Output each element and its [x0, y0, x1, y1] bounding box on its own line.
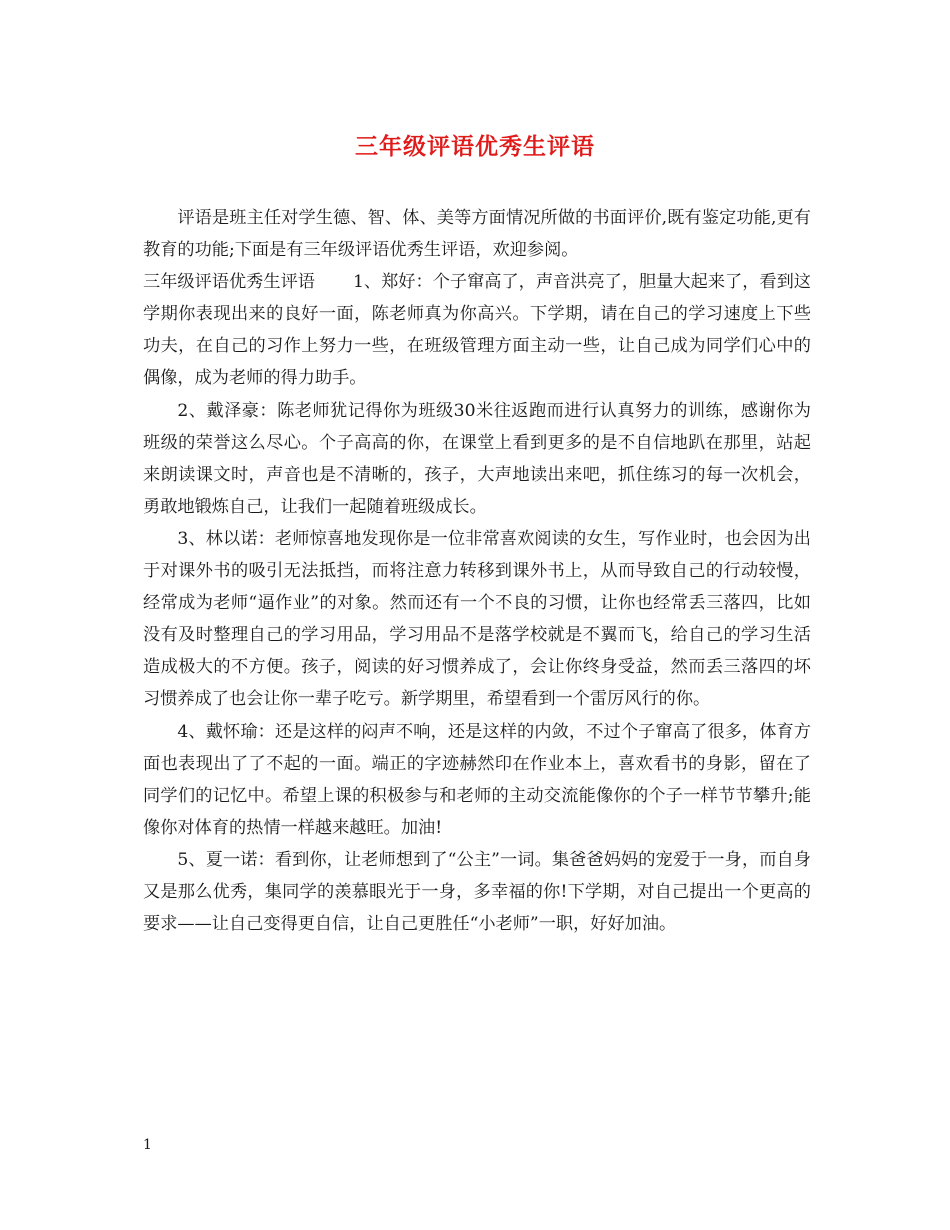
- comment-text-1: 1、郑好：个子窜高了，声音洪亮了，胆量大起来了，看到这学期你表现出来的良好一面，陈老师真为你高兴。下学期，请在自己的学习速度上下些功夫，在自己的习作上努力一些，在班级管理方面主动一些，让自己成为同学们心中的偶像，成为老师的得力助手。: [143, 272, 811, 389]
- comment-paragraph-1: [143, 266, 811, 394]
- intro-paragraph: 评语是班主任对学生德、智、体、美等方面情况所做的书面评价,既有鉴定功能,更有教育的功能;下面是有三年级评语优秀生评语，欢迎参阅。: [143, 208, 811, 261]
- comment-paragraph-2: 2、戴泽豪：陈老师犹记得你为班级30米往返跑而进行认真努力的训练，感谢你为班级的荣誉这么尽心。个子高高的你，在课堂上看到更多的是不自信地趴在那里，站起来朗读课文时，声音也是不清晰的，孩子，大声地读出来吧，抓住练习的每一次机会，勇敢地锻炼自己，让我们一起随着班级成长。: [143, 400, 811, 517]
- comment-paragraph-4: 4、戴怀瑜：还是这样的闷声不响，还是这样的内敛，不过个子窜高了很多，体育方面也表现出了了不起的一面。端正的字迹赫然印在作业本上，喜欢看书的身影，留在了同学们的记忆中。希望上课的积极参与和老师的主动交流能像你的个子一样节节攀升;能像你对体育的热情一样越来越旺。加油!: [143, 721, 811, 838]
- comment-paragraph-5: 5、夏一诺：看到你，让老师想到了“公主”一词。集爸爸妈妈的宠爱于一身，而自身又是那么优秀，集同学的羡慕眼光于一身，多幸福的你!下学期，对自己提出一个更高的要求——让自己变得更自信，让自己更胜任“小老师”一职，好好加油。: [143, 849, 811, 935]
- document-body: [143, 202, 811, 940]
- subheading: 三年级评语优秀生评语: [143, 272, 315, 293]
- comment-paragraph-3: 3、林以诺：老师惊喜地发现你是一位非常喜欢阅读的女生，写作业时，也会因为出于对课外书的吸引无法抵挡，而将注意力转移到课外书上，从而导致自己的行动较慢，经常成为老师“逼作业”的对象。然而还有一个不良的习惯，让你也经常丢三落四，比如没有及时整理自己的学习用品，学习用品不是落学校就是不翼而飞，给自己的学习生活造成极大的不方便。孩子，阅读的好习惯养成了，会让你终身受益，然而丢三落四的坏习惯养成了也会让你一辈子吃亏。新学期里，希望看到一个雷厉风行的你。: [143, 528, 811, 710]
- page-number: 1: [143, 1137, 152, 1153]
- document-title: 三年级评语优秀生评语: [355, 133, 595, 160]
